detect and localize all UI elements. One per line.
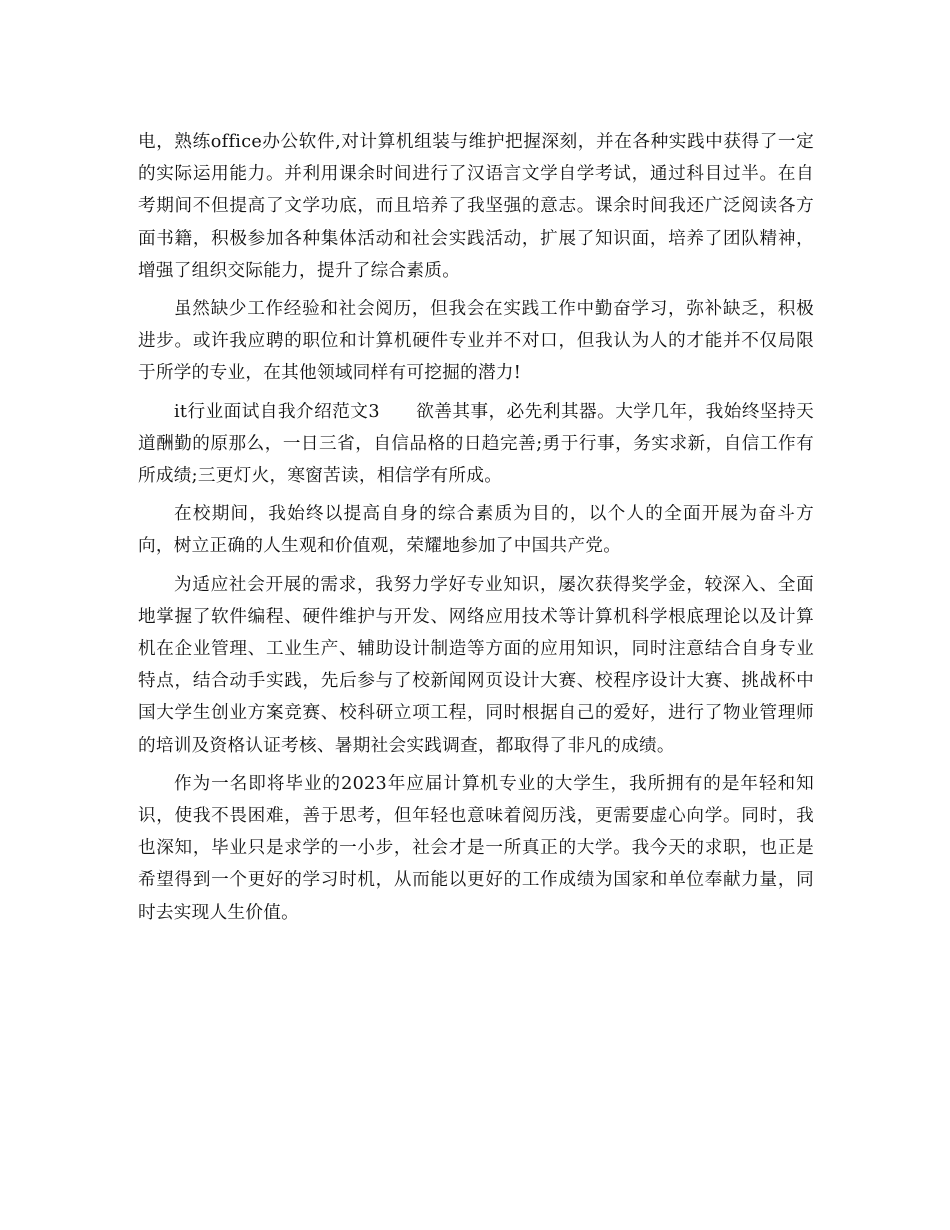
paragraph-3: it行业面试自我介绍范文3 欲善其事，必先利其器。大学几年，我始终坚持天道酬勤的原那么，一日三省，自信品格的日趋完善;勇于行事，务实求新，自信工作有所成绩;三更灯火，寒窗苦读，相信学有所成。 xyxy=(138,401,814,487)
paragraph-4: 在校期间，我始终以提高自身的综合素质为目的，以个人的全面开展为奋斗方向，树立正确的人生观和价值观，荣耀地参加了中国共产党。 xyxy=(138,504,814,557)
document-page xyxy=(138,126,814,929)
paragraph-6: 作为一名即将毕业的2023年应届计算机专业的大学生，我所拥有的是年轻和知识，使我不畏困难，善于思考，但年轻也意味着阅历浅，更需要虚心向学。同时，我也深知，毕业只是求学的一小步，社会才是一所真正的大学。我今天的求职，也正是希望得到一个更好的学习时机，从而能以更好的工作成绩为国家和单位奉献力量，同时去实现人生价值。 xyxy=(138,773,814,923)
paragraph-1: 电，熟练office办公软件,对计算机组装与维护把握深刻，并在各种实践中获得了一定的实际运用能力。并利用课余时间进行了汉语言文学自学考试，通过科目过半。在自考期间不但提高了文学功底，而且培养了我坚强的意志。课余时间我还广泛阅读各方面书籍，积极参加各种集体活动和社会实践活动，扩展了知识面，培养了团队精神，增强了组织交际能力，提升了综合素质。 xyxy=(138,132,814,281)
paragraph-2: 虽然缺少工作经验和社会阅历，但我会在实践工作中勤奋学习，弥补缺乏，积极进步。或许我应聘的职位和计算机硬件专业并不对口，但我认为人的才能并不仅局限于所学的专业，在其他领域同样有可挖掘的潜力! xyxy=(138,299,814,384)
paragraph-5: 为适应社会开展的需求，我努力学好专业知识，屡次获得奖学金，较深入、全面地掌握了软件编程、硬件维护与开发、网络应用技术等计算机科学根底理论以及计算机在企业管理、工业生产、辅助设计制造等方面的应用知识，同时注意结合自身专业特点，结合动手实践，先后参与了校新闻网页设计大赛、校程序设计大赛、挑战杯中国大学生创业方案竞赛、校科研立项工程，同时根据自己的爱好，进行了物业管理师的培训及资格认证考核、暑期社会实践调查，都取得了非凡的成绩。 xyxy=(138,574,814,756)
